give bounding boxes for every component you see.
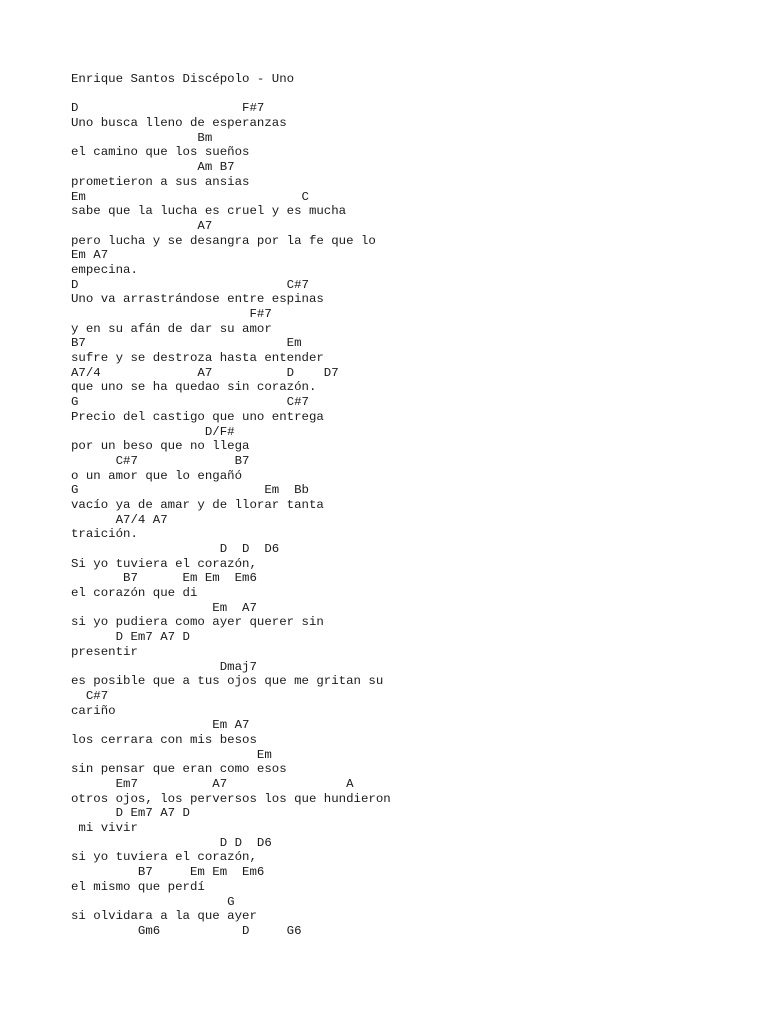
song-line: si olvidara a la que ayer bbox=[71, 909, 257, 924]
song-line: Uno busca lleno de esperanzas bbox=[71, 116, 287, 131]
song-line: o un amor que lo engañó bbox=[71, 468, 243, 483]
song-line: el mismo que perdí bbox=[71, 879, 205, 894]
song-line: G C#7 bbox=[71, 395, 309, 410]
song-line: Em C bbox=[71, 189, 309, 204]
song-line: D Em7 A7 D bbox=[71, 806, 190, 821]
song-line: D/F# bbox=[71, 424, 235, 439]
song-line: D C#7 bbox=[71, 277, 309, 292]
song-line: cariño bbox=[71, 703, 116, 718]
song-line: otros ojos, los perversos los que hundieron bbox=[71, 791, 391, 806]
song-line: es posible que a tus ojos que me gritan su bbox=[71, 674, 384, 689]
song-line: empecina. bbox=[71, 262, 138, 277]
song-line: A7 bbox=[71, 218, 213, 233]
song-line: vacío ya de amar y de llorar tanta bbox=[71, 497, 324, 512]
song-line: D D D6 bbox=[71, 835, 272, 850]
song-line: G Em Bb bbox=[71, 483, 309, 498]
song-line: Em7 A7 A bbox=[71, 777, 354, 792]
song-line: por un beso que no llega bbox=[71, 439, 250, 454]
song-line: Dmaj7 bbox=[71, 659, 257, 674]
song-line: B7 Em bbox=[71, 336, 302, 351]
song-line: D D D6 bbox=[71, 542, 280, 557]
song-line: si yo pudiera como ayer querer sin bbox=[71, 615, 324, 630]
song-line: los cerrara con mis besos bbox=[71, 732, 257, 747]
song-title: Enrique Santos Discépolo - Uno bbox=[71, 72, 295, 86]
song-line: A7/4 A7 bbox=[71, 512, 168, 527]
song-line: B7 Em Em Em6 bbox=[71, 571, 257, 586]
chord-sheet bbox=[71, 72, 761, 939]
song-line: Em A7 bbox=[71, 718, 250, 733]
song-line: Bm bbox=[71, 130, 213, 145]
song-line: Em A7 bbox=[71, 248, 109, 263]
lyrics-with-chords bbox=[71, 101, 761, 938]
spacer bbox=[71, 87, 761, 102]
song-line: Uno va arrastrándose entre espinas bbox=[71, 292, 324, 307]
song-line: G bbox=[71, 894, 235, 909]
song-line: F#7 bbox=[71, 307, 272, 322]
song-line: presentir bbox=[71, 644, 138, 659]
song-line: sufre y se destroza hasta entender bbox=[71, 351, 324, 366]
song-line: C#7 bbox=[71, 688, 109, 703]
song-line: Gm6 D G6 bbox=[71, 923, 302, 938]
song-line: A7/4 A7 D D7 bbox=[71, 365, 339, 380]
song-line: el corazón que di bbox=[71, 586, 198, 601]
song-line: Am B7 bbox=[71, 160, 235, 175]
song-line: Si yo tuviera el corazón, bbox=[71, 556, 257, 571]
song-line: sin pensar que eran como esos bbox=[71, 762, 287, 777]
song-line: B7 Em Em Em6 bbox=[71, 865, 265, 880]
song-line: el camino que los sueños bbox=[71, 145, 250, 160]
song-line: C#7 B7 bbox=[71, 453, 250, 468]
song-line: traición. bbox=[71, 527, 138, 542]
song-line: que uno se ha quedao sin corazón. bbox=[71, 380, 317, 395]
song-line: D Em7 A7 D bbox=[71, 630, 190, 645]
song-line: Em bbox=[71, 747, 272, 762]
song-line: D F#7 bbox=[71, 101, 265, 116]
song-line: Precio del castigo que uno entrega bbox=[71, 409, 324, 424]
song-line: pero lucha y se desangra por la fe que lo bbox=[71, 233, 376, 248]
song-line: Em A7 bbox=[71, 600, 257, 615]
song-line: y en su afán de dar su amor bbox=[71, 321, 272, 336]
song-line: prometieron a sus ansias bbox=[71, 174, 250, 189]
song-line: sabe que la lucha es cruel y es mucha bbox=[71, 204, 347, 219]
song-line: mi vivir bbox=[71, 821, 138, 836]
song-line: si yo tuviera el corazón, bbox=[71, 850, 257, 865]
